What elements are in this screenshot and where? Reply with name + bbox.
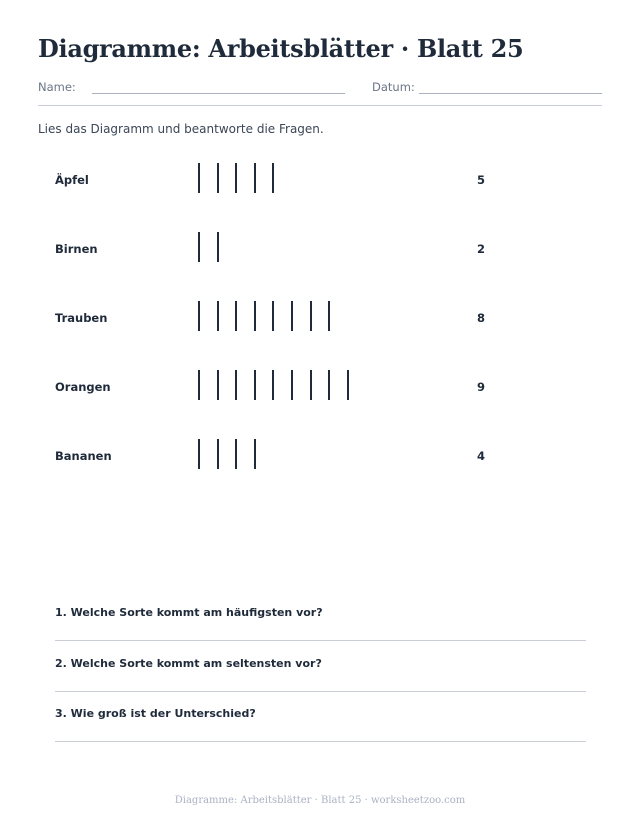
tally-mark	[347, 370, 349, 400]
tally-mark	[291, 301, 293, 331]
category-label: Äpfel	[55, 173, 89, 187]
question-text: 2. Welche Sorte kommt am seltensten vor?	[55, 656, 322, 670]
category-label: Trauben	[55, 311, 108, 325]
tally-mark	[217, 370, 219, 400]
tally-mark	[198, 301, 200, 331]
tally-mark	[235, 301, 237, 331]
tally-mark	[198, 439, 200, 469]
tally-mark	[310, 301, 312, 331]
category-label: Orangen	[55, 380, 111, 394]
date-label: Datum:	[372, 80, 415, 94]
tally-mark	[217, 439, 219, 469]
tally-mark	[217, 232, 219, 262]
instructions: Lies das Diagramm und beantworte die Fragen.	[38, 122, 324, 136]
tally-row	[0, 437, 640, 477]
tally-mark	[328, 301, 330, 331]
page-title: Diagramme: Arbeitsblätter · Blatt 25	[38, 34, 524, 63]
count-label: 2	[477, 242, 486, 256]
tally-mark	[235, 439, 237, 469]
tally-mark	[272, 301, 274, 331]
answer-line[interactable]	[55, 691, 586, 692]
tally-mark	[254, 301, 256, 331]
question-text: 1. Welche Sorte kommt am häufigsten vor?	[55, 606, 323, 619]
tally-row	[0, 368, 640, 408]
tally-mark	[310, 370, 312, 400]
tally-mark	[254, 439, 256, 469]
footer: Diagramme: Arbeitsblätter · Blatt 25 · worksheetzoo.com	[174, 795, 466, 806]
tally-mark	[198, 370, 200, 400]
category-label: Birnen	[55, 242, 98, 256]
tally-mark	[291, 370, 293, 400]
name-label: Name:	[38, 80, 76, 94]
tally-mark	[254, 163, 256, 193]
tally-mark	[328, 370, 330, 400]
tally-mark	[217, 301, 219, 331]
tally-mark	[198, 232, 200, 262]
tally-mark	[235, 370, 237, 400]
count-label: 4	[477, 449, 486, 463]
answer-line[interactable]	[55, 640, 586, 641]
tally-row	[0, 230, 640, 270]
tally-row	[0, 299, 640, 339]
tally-mark	[217, 163, 219, 193]
tally-row	[0, 161, 640, 201]
count-label: 8	[477, 311, 486, 325]
tally-mark	[272, 370, 274, 400]
tally-mark	[254, 370, 256, 400]
tally-mark	[198, 163, 200, 193]
category-label: Bananen	[55, 449, 112, 463]
answer-line[interactable]	[55, 741, 586, 742]
tally-mark	[235, 163, 237, 193]
count-label: 9	[477, 380, 486, 394]
question-text: 3. Wie groß ist der Unterschied?	[55, 707, 256, 720]
tally-mark	[272, 163, 274, 193]
count-label: 5	[477, 173, 486, 187]
